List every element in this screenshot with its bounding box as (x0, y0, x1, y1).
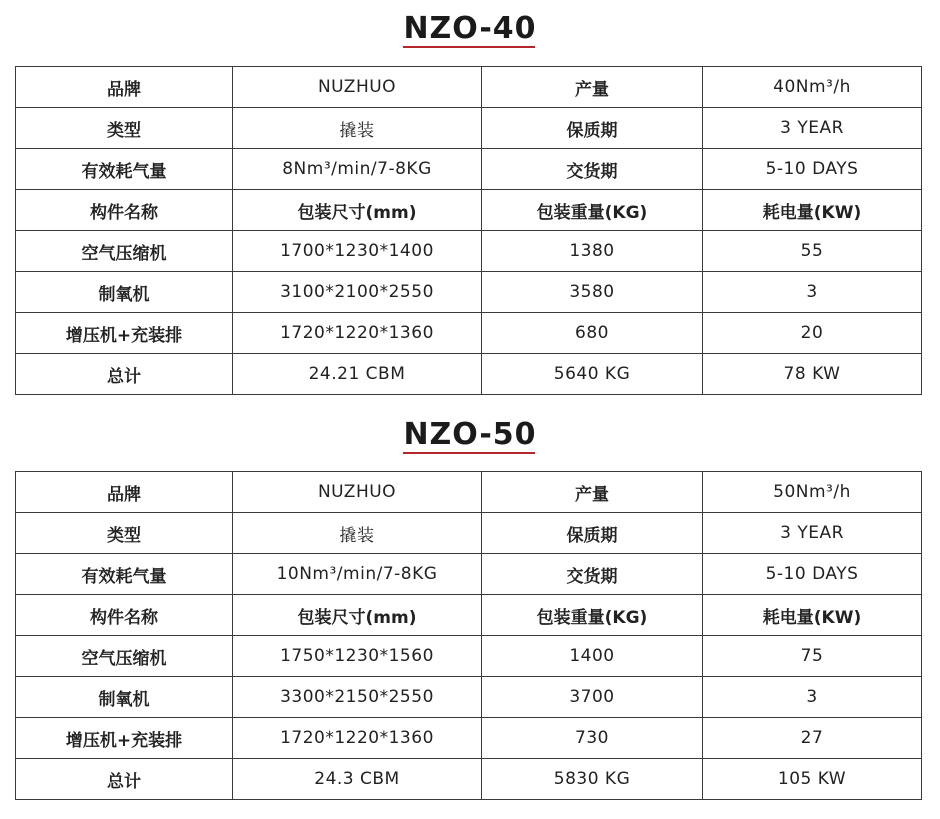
table-label-cell: 包装尺寸(mm) (233, 190, 482, 231)
table-label-cell: 有效耗气量 (16, 554, 233, 595)
table-value-cell: 3580 (482, 272, 703, 313)
table-label-cell: 包装重量(KG) (482, 595, 703, 636)
table-value-cell: 40Nm³/h (703, 67, 922, 108)
table-value-cell: 3700 (482, 677, 703, 718)
table-value-cell: 20 (703, 313, 922, 354)
table-value-cell: 1750*1230*1560 (233, 636, 482, 677)
table-value-cell: 24.3 CBM (233, 759, 482, 800)
table-label-cell: 耗电量(KW) (703, 190, 922, 231)
table-label-cell: 耗电量(KW) (703, 595, 922, 636)
table-value-cell: 24.21 CBM (233, 354, 482, 395)
title-underline (403, 46, 535, 48)
table-row (16, 67, 922, 108)
table-row (16, 149, 922, 190)
table-label-cell: 有效耗气量 (16, 149, 233, 190)
table-label-cell: 产量 (482, 472, 703, 513)
table-label-cell: 保质期 (482, 108, 703, 149)
table-value-cell: 5-10 DAYS (703, 149, 922, 190)
table-value-cell: 5830 KG (482, 759, 703, 800)
table-label-cell: 增压机+充装排 (16, 313, 233, 354)
table-value-cell: 撬装 (233, 513, 482, 554)
table-label-cell: 品牌 (16, 472, 233, 513)
table-value-cell: 3 YEAR (703, 513, 922, 554)
table-value-cell: NUZHUO (233, 67, 482, 108)
table-value-cell: 撬装 (233, 108, 482, 149)
table-row (16, 108, 922, 149)
table-label-cell: 制氧机 (16, 677, 233, 718)
table-label-cell: 类型 (16, 513, 233, 554)
title-underline (403, 452, 535, 454)
table-value-cell: 105 KW (703, 759, 922, 800)
table-label-cell: 品牌 (16, 67, 233, 108)
table-value-cell: 1380 (482, 231, 703, 272)
table-row (16, 272, 922, 313)
table-label-cell: 产量 (482, 67, 703, 108)
table-row (16, 554, 922, 595)
table-row (16, 759, 922, 800)
table-row (16, 718, 922, 759)
table-value-cell: 5-10 DAYS (703, 554, 922, 595)
table-value-cell: 3100*2100*2550 (233, 272, 482, 313)
table-label-cell: 交货期 (482, 554, 703, 595)
section-title-block (0, 12, 940, 46)
table-value-cell: 75 (703, 636, 922, 677)
table-value-cell: 1720*1220*1360 (233, 313, 482, 354)
table-row (16, 354, 922, 395)
table-value-cell: 5640 KG (482, 354, 703, 395)
section-title: NZO-40 (403, 11, 537, 46)
table-value-cell: 3 YEAR (703, 108, 922, 149)
table-value-cell: 78 KW (703, 354, 922, 395)
table-label-cell: 构件名称 (16, 595, 233, 636)
table-row (16, 190, 922, 231)
table-value-cell: 680 (482, 313, 703, 354)
table-row (16, 677, 922, 718)
table-value-cell: 3300*2150*2550 (233, 677, 482, 718)
table-label-cell: 包装重量(KG) (482, 190, 703, 231)
table-label-cell: 总计 (16, 354, 233, 395)
section-title-block (0, 418, 940, 452)
table-value-cell: 50Nm³/h (703, 472, 922, 513)
table-value-cell: 730 (482, 718, 703, 759)
table-label-cell: 制氧机 (16, 272, 233, 313)
table-value-cell: 27 (703, 718, 922, 759)
spec-table (15, 471, 922, 800)
table-row (16, 636, 922, 677)
table-value-cell: 1700*1230*1400 (233, 231, 482, 272)
table-row (16, 595, 922, 636)
table-label-cell: 空气压缩机 (16, 636, 233, 677)
table-label-cell: 增压机+充装排 (16, 718, 233, 759)
section-title: NZO-50 (403, 417, 537, 452)
table-value-cell: 1400 (482, 636, 703, 677)
table-label-cell: 空气压缩机 (16, 231, 233, 272)
table-value-cell: 3 (703, 272, 922, 313)
table-row (16, 513, 922, 554)
table-value-cell: NUZHUO (233, 472, 482, 513)
table-label-cell: 构件名称 (16, 190, 233, 231)
table-label-cell: 包装尺寸(mm) (233, 595, 482, 636)
table-value-cell: 10Nm³/min/7-8KG (233, 554, 482, 595)
table-value-cell: 3 (703, 677, 922, 718)
table-value-cell: 8Nm³/min/7-8KG (233, 149, 482, 190)
table-label-cell: 类型 (16, 108, 233, 149)
table-row (16, 231, 922, 272)
table-label-cell: 总计 (16, 759, 233, 800)
table-label-cell: 保质期 (482, 513, 703, 554)
table-row (16, 313, 922, 354)
table-value-cell: 55 (703, 231, 922, 272)
spec-table (15, 66, 922, 395)
table-label-cell: 交货期 (482, 149, 703, 190)
table-value-cell: 1720*1220*1360 (233, 718, 482, 759)
table-row (16, 472, 922, 513)
